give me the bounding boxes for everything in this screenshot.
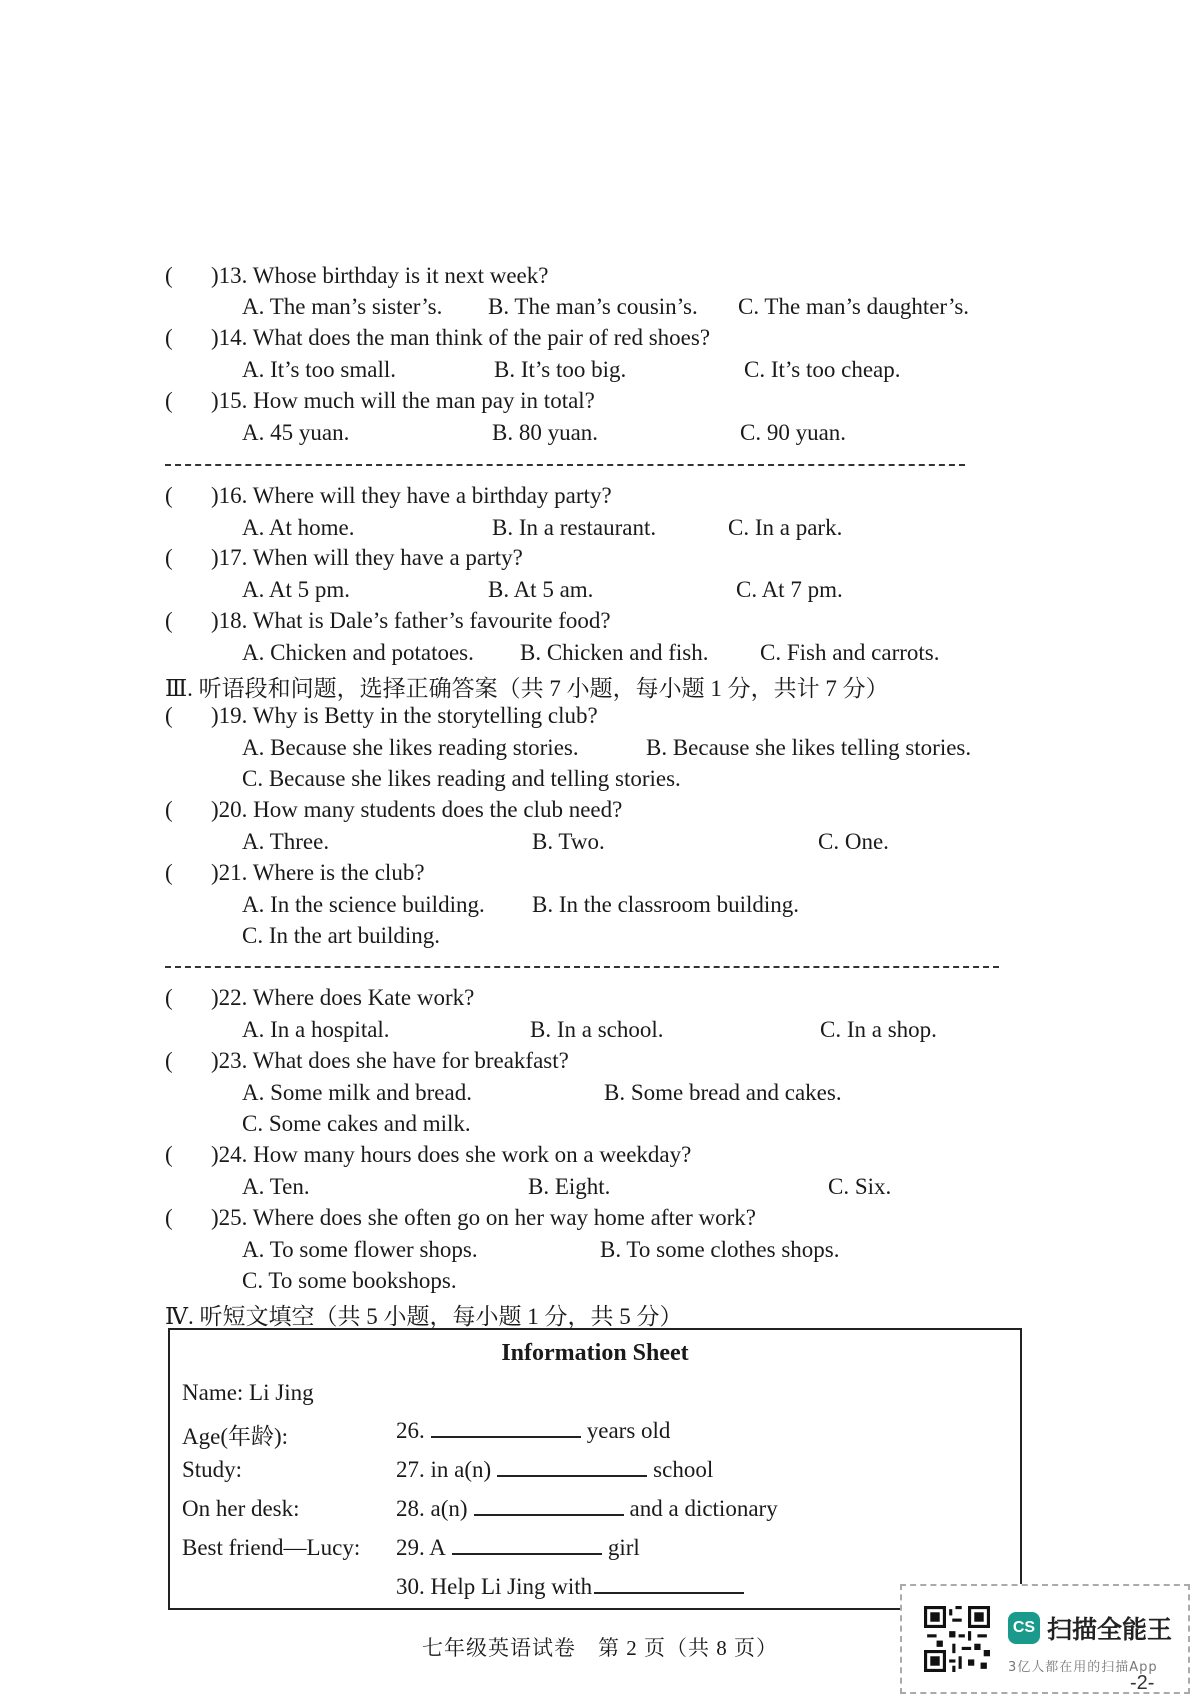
answer-bracket: ( [165, 545, 173, 570]
page-footer: 七年级英语试卷 第 2 页（共 8 页） [422, 1636, 778, 1660]
fill-in-suffix: girl [607, 1535, 640, 1560]
fill-in-number: 27. in a(n) [396, 1457, 492, 1482]
answer-bracket: ( [165, 388, 173, 413]
question-stem: )15. How much will the man pay in total? [211, 388, 595, 413]
fill-in-27 [396, 1455, 713, 1483]
option-b: B. In a restaurant. [492, 515, 657, 540]
option-c: C. 90 yuan. [740, 420, 847, 445]
sheet-label-best-friend: Best friend—Lucy: [182, 1535, 361, 1560]
page-number-mark: -2- [1130, 1672, 1155, 1694]
option-c: C. In the art building. [242, 923, 441, 948]
answer-bracket: ( [165, 1142, 173, 1167]
answer-blank[interactable] [452, 1533, 602, 1555]
option-b: B. Eight. [528, 1174, 611, 1199]
option-c: C. In a park. [728, 515, 843, 540]
sheet-name: Name: Li Jing [182, 1380, 314, 1405]
option-a: A. Three. [242, 829, 330, 854]
question-13 [165, 263, 548, 289]
answer-bracket: ( [165, 985, 173, 1010]
question-14 [165, 325, 710, 351]
question-25 [165, 1205, 756, 1231]
option-c: C. Six. [828, 1174, 892, 1199]
answer-bracket: ( [165, 860, 173, 885]
question-15 [165, 388, 595, 414]
option-a: A. At 5 pm. [242, 577, 350, 602]
dashed-divider [165, 464, 965, 466]
question-20 [165, 797, 622, 823]
question-stem: )19. Why is Betty in the storytelling club? [211, 703, 598, 728]
fill-in-suffix: and a dictionary [629, 1496, 778, 1521]
question-stem: )24. How many hours does she work on a weekday? [211, 1142, 692, 1167]
question-21 [165, 860, 425, 886]
option-a: A. To some flower shops. [242, 1237, 478, 1262]
answer-bracket: ( [165, 483, 173, 508]
option-b: B. Some bread and cakes. [604, 1080, 842, 1105]
option-c: C. Fish and carrots. [760, 640, 940, 665]
answer-bracket: ( [165, 703, 173, 728]
option-b: B. Because she likes telling stories. [646, 735, 972, 760]
option-a: A. Some milk and bread. [242, 1080, 472, 1105]
option-c: C. One. [818, 829, 889, 854]
sheet-label-study: Study: [182, 1457, 243, 1482]
fill-in-29 [396, 1533, 640, 1561]
question-18 [165, 608, 611, 634]
answer-blank[interactable] [497, 1455, 647, 1477]
option-b: B. In a school. [530, 1017, 664, 1042]
camscanner-logo-icon: CS [1008, 1612, 1040, 1644]
question-24 [165, 1142, 691, 1168]
fill-in-suffix: years old [586, 1418, 671, 1443]
option-b: B. To some clothes shops. [600, 1237, 840, 1262]
question-16 [165, 483, 612, 509]
answer-blank[interactable] [431, 1416, 581, 1438]
fill-in-suffix: school [653, 1457, 714, 1482]
question-stem: )22. Where does Kate work? [211, 985, 475, 1010]
option-c: C. To some bookshops. [242, 1268, 457, 1293]
qr-code-icon [924, 1606, 990, 1672]
question-stem: )16. Where will they have a birthday party? [211, 483, 612, 508]
question-stem: )20. How many students does the club need? [211, 797, 623, 822]
option-b: B. Chicken and fish. [520, 640, 709, 665]
sheet-label-desk: On her desk: [182, 1496, 300, 1521]
option-c: C. In a shop. [820, 1017, 937, 1042]
option-a: A. 45 yuan. [242, 420, 350, 445]
sheet-title: Information Sheet [501, 1340, 689, 1366]
answer-blank[interactable] [474, 1494, 624, 1516]
option-b: B. Two. [532, 829, 605, 854]
section-4-heading: Ⅳ. 听短文填空（共 5 小题，每小题 1 分，共 5 分） [165, 1304, 683, 1329]
app-tagline: 3亿人都在用的扫描App [1008, 1660, 1158, 1675]
fill-in-number: 26. [396, 1418, 425, 1443]
answer-blank[interactable] [594, 1572, 744, 1594]
question-stem: )17. When will they have a party? [211, 545, 523, 570]
option-c: C. The man’s daughter’s. [738, 294, 970, 319]
option-c: C. Some cakes and milk. [242, 1111, 471, 1136]
answer-bracket: ( [165, 608, 173, 633]
option-a: A. Chicken and potatoes. [242, 640, 474, 665]
question-stem: )18. What is Dale’s father’s favourite food? [211, 608, 611, 633]
answer-bracket: ( [165, 325, 173, 350]
option-a: A. Because she likes reading stories. [242, 735, 579, 760]
option-a: A. The man’s sister’s. [242, 294, 443, 319]
option-a: A. It’s too small. [242, 357, 396, 382]
dashed-divider [165, 966, 999, 968]
option-a: A. Ten. [242, 1174, 310, 1199]
question-17 [165, 545, 523, 571]
section-3-heading: Ⅲ. 听语段和问题，选择正确答案（共 7 小题，每小题 1 分，共计 7 分） [165, 676, 889, 701]
app-name: 扫描全能王 [1047, 1615, 1173, 1644]
answer-bracket: ( [165, 1205, 173, 1230]
question-23 [165, 1048, 569, 1074]
question-stem: )25. Where does she often go on her way home after work? [211, 1205, 756, 1230]
question-stem: )14. What does the man think of the pair of red shoes? [211, 325, 711, 350]
fill-in-26 [396, 1416, 670, 1444]
fill-in-number: 28. a(n) [396, 1496, 468, 1521]
question-stem: )13. Whose birthday is it next week? [211, 263, 549, 288]
question-22 [165, 985, 474, 1011]
option-c: C. It’s too cheap. [744, 357, 901, 382]
option-a: A. In a hospital. [242, 1017, 390, 1042]
option-c: C. At 7 pm. [736, 577, 843, 602]
option-a: A. At home. [242, 515, 355, 540]
sheet-label-age: Age(年龄): [182, 1424, 289, 1449]
question-19 [165, 703, 598, 729]
option-b: B. The man’s cousin’s. [488, 294, 698, 319]
fill-in-30 [396, 1572, 750, 1600]
question-stem: )21. Where is the club? [211, 860, 425, 885]
answer-bracket: ( [165, 263, 173, 288]
option-c: C. Because she likes reading and telling stories. [242, 766, 681, 791]
answer-bracket: ( [165, 1048, 173, 1073]
fill-in-number: 29. A [396, 1535, 446, 1560]
option-b: B. It’s too big. [494, 357, 627, 382]
fill-in-28 [396, 1494, 778, 1522]
information-sheet [168, 1328, 1022, 1610]
answer-bracket: ( [165, 797, 173, 822]
option-a: A. In the science building. [242, 892, 485, 917]
question-stem: )23. What does she have for breakfast? [211, 1048, 569, 1073]
option-b: B. In the classroom building. [532, 892, 800, 917]
option-b: B. At 5 am. [488, 577, 594, 602]
option-b: B. 80 yuan. [492, 420, 599, 445]
fill-in-number: 30. Help Li Jing with [396, 1574, 593, 1599]
